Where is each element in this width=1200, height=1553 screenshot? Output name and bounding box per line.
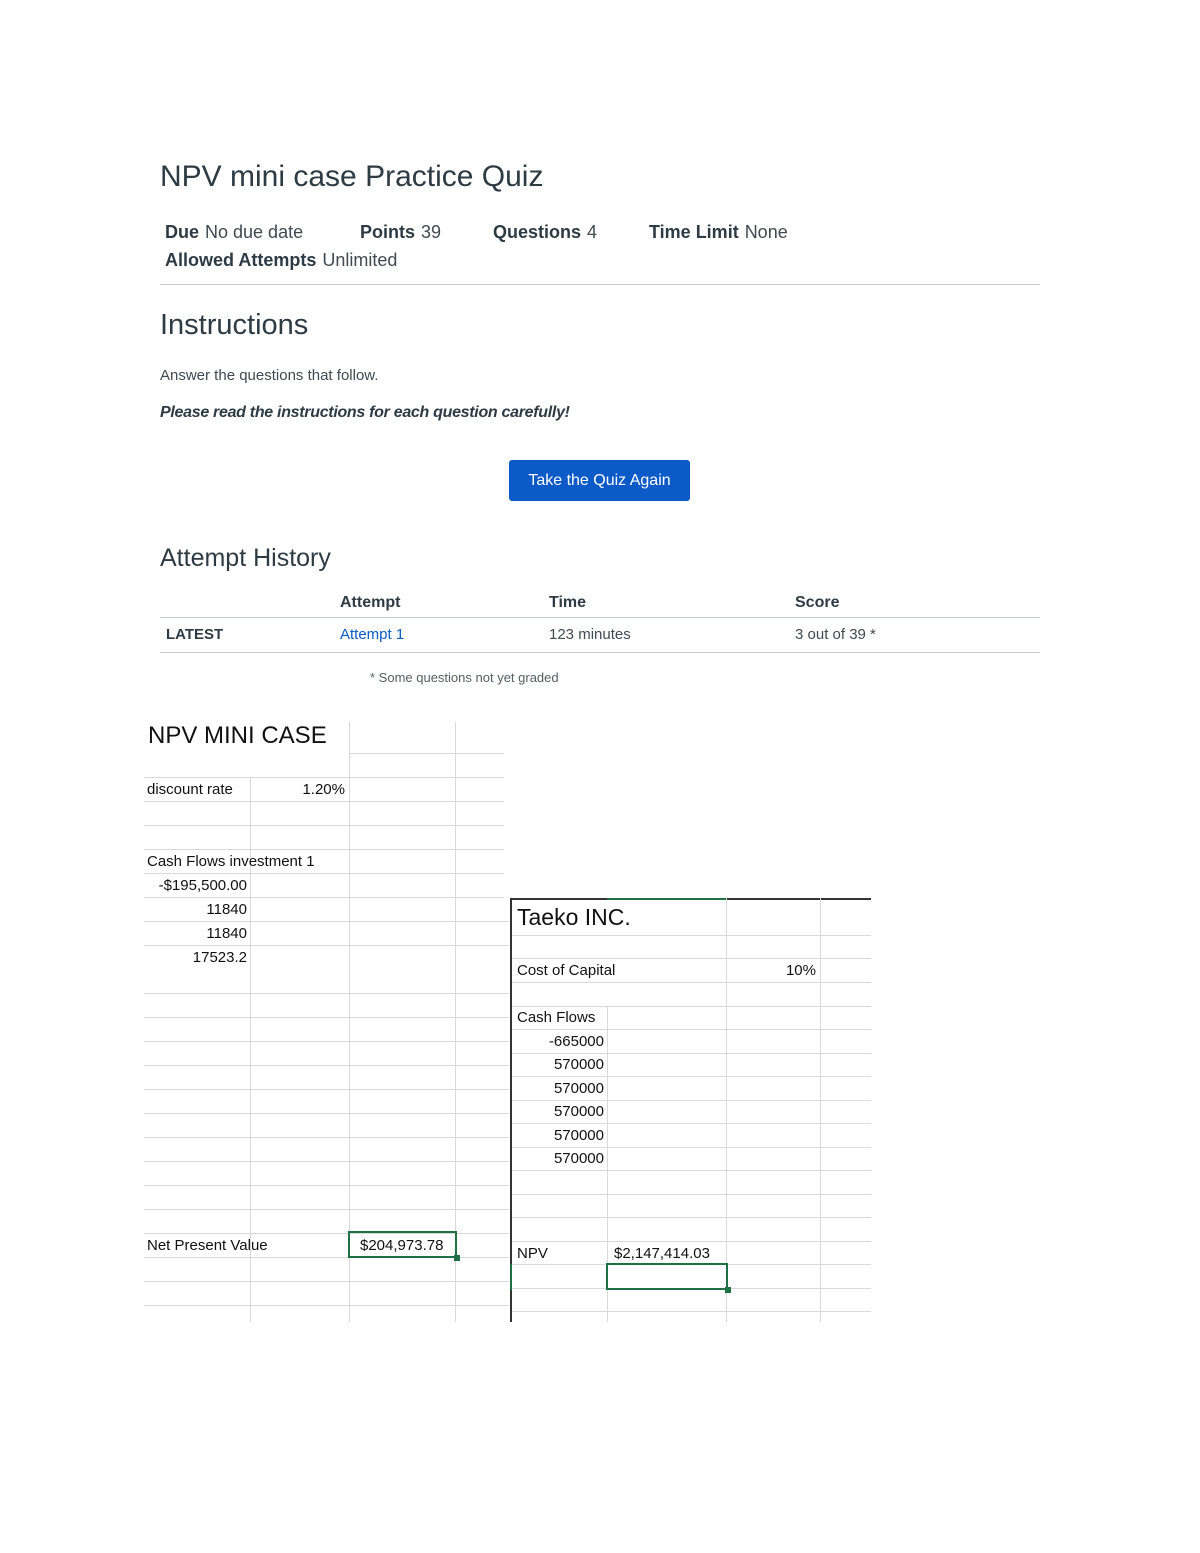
- cash-flow-cell[interactable]: 11840: [206, 901, 247, 918]
- npv-value[interactable]: $204,973.78: [360, 1237, 444, 1254]
- selected-cell[interactable]: [606, 1263, 728, 1290]
- grid-line: [144, 1305, 509, 1306]
- attempt-time: 123 minutes: [549, 626, 631, 643]
- grid-line: [144, 993, 509, 994]
- attempt-score: 3 out of 39 *: [795, 626, 876, 643]
- due-label: Due: [165, 222, 200, 242]
- attempts-meta: [165, 250, 397, 271]
- grid-line: [512, 1053, 871, 1054]
- history-row-divider: [160, 652, 1040, 653]
- grid-line: [144, 945, 509, 946]
- grid-line: [512, 1076, 871, 1077]
- npv-value[interactable]: $2,147,414.03: [614, 1245, 710, 1262]
- sheet-title: NPV MINI CASE: [148, 722, 327, 749]
- selected-column-marker: [607, 898, 727, 900]
- grid-line: [144, 825, 504, 826]
- grid-line: [512, 1006, 871, 1007]
- cost-of-capital-value[interactable]: 10%: [785, 962, 816, 979]
- grid-line: [512, 1241, 871, 1242]
- grid-line: [512, 1147, 871, 1148]
- grid-line: [512, 1217, 871, 1218]
- cash-flow-cell[interactable]: -$195,500.00: [158, 877, 247, 894]
- column-header-attempt: Attempt: [340, 594, 401, 611]
- time-limit-label: Time Limit: [649, 222, 739, 242]
- cash-flows-label: Cash Flows investment 1: [147, 853, 315, 870]
- points-value: 39: [421, 222, 442, 242]
- grid-line: [144, 897, 504, 898]
- grid-line: [512, 982, 871, 983]
- npv-label: NPV: [517, 1245, 548, 1262]
- grid-line: [144, 1209, 509, 1210]
- grid-line: [144, 777, 504, 778]
- points-label: Points: [360, 222, 416, 242]
- time-limit-value: None: [744, 222, 788, 242]
- column-header-score: Score: [795, 594, 840, 611]
- grid-line: [144, 801, 504, 802]
- grid-line: [144, 1017, 509, 1018]
- instructions-emphasis: Please read the instructions for each question carefully!: [160, 404, 570, 421]
- instructions-heading: Instructions: [160, 309, 309, 341]
- grid-line: [512, 1170, 871, 1171]
- company-title: Taeko INC.: [517, 904, 631, 930]
- cost-of-capital-label: Cost of Capital: [517, 962, 616, 979]
- cash-flow-cell[interactable]: 17523.2: [192, 949, 247, 966]
- grid-line: [144, 1065, 509, 1066]
- questions-value: 4: [587, 222, 598, 242]
- grid-line: [144, 849, 504, 850]
- due-value: No due date: [205, 222, 304, 242]
- attempts-value: Unlimited: [322, 250, 398, 270]
- discount-rate-value[interactable]: 1.20%: [302, 781, 345, 798]
- grid-line: [144, 1089, 509, 1090]
- time-limit-meta: [649, 222, 788, 243]
- grid-line: [512, 1029, 871, 1030]
- grid-line: [512, 1311, 871, 1312]
- instructions-text: Answer the questions that follow.: [160, 367, 379, 384]
- due-meta: [165, 222, 303, 243]
- grid-line: [144, 1113, 509, 1114]
- grid-line: [512, 1123, 871, 1124]
- sheet-left-border: [510, 898, 512, 1322]
- grid-line: [820, 898, 821, 1322]
- meta-divider: [160, 284, 1040, 285]
- grid-line: [512, 935, 871, 936]
- attempts-label: Allowed Attempts: [165, 250, 317, 270]
- questions-label: Questions: [493, 222, 582, 242]
- discount-rate-label: discount rate: [147, 781, 233, 798]
- history-header-divider: [160, 617, 1040, 618]
- column-header-time: Time: [549, 594, 587, 611]
- cash-flows-label: Cash Flows: [517, 1009, 596, 1026]
- latest-label: LATEST: [166, 626, 224, 643]
- cash-flow-cell[interactable]: 570000: [553, 1150, 604, 1167]
- cash-flow-cell[interactable]: 570000: [553, 1080, 604, 1097]
- take-quiz-again-button[interactable]: Take the Quiz Again: [509, 460, 690, 501]
- grid-line: [144, 921, 509, 922]
- points-meta: [360, 222, 441, 243]
- grid-line: [512, 958, 871, 959]
- questions-meta: [493, 222, 597, 243]
- grid-line: [726, 898, 727, 1322]
- grid-line: [512, 1194, 871, 1195]
- npv-label: Net Present Value: [147, 1237, 268, 1254]
- attempt-link[interactable]: Attempt 1: [340, 626, 405, 643]
- grid-line: [144, 1185, 509, 1186]
- cash-flow-cell[interactable]: -665000: [548, 1033, 604, 1050]
- grid-line: [144, 1041, 509, 1042]
- cash-flow-cell[interactable]: 570000: [553, 1127, 604, 1144]
- selected-row-marker: [510, 1264, 512, 1290]
- attempt-history-heading: Attempt History: [160, 544, 331, 572]
- grid-line: [349, 753, 504, 754]
- cash-flow-cell[interactable]: 570000: [553, 1056, 604, 1073]
- grid-line: [144, 1137, 509, 1138]
- grid-line: [512, 1100, 871, 1101]
- cash-flow-cell[interactable]: 11840: [206, 925, 247, 942]
- grid-line: [144, 1161, 509, 1162]
- page-title: NPV mini case Practice Quiz: [160, 160, 544, 193]
- grading-note: * Some questions not yet graded: [370, 670, 559, 685]
- cash-flow-cell[interactable]: 570000: [553, 1103, 604, 1120]
- grid-line: [144, 1281, 509, 1282]
- grid-line: [144, 873, 504, 874]
